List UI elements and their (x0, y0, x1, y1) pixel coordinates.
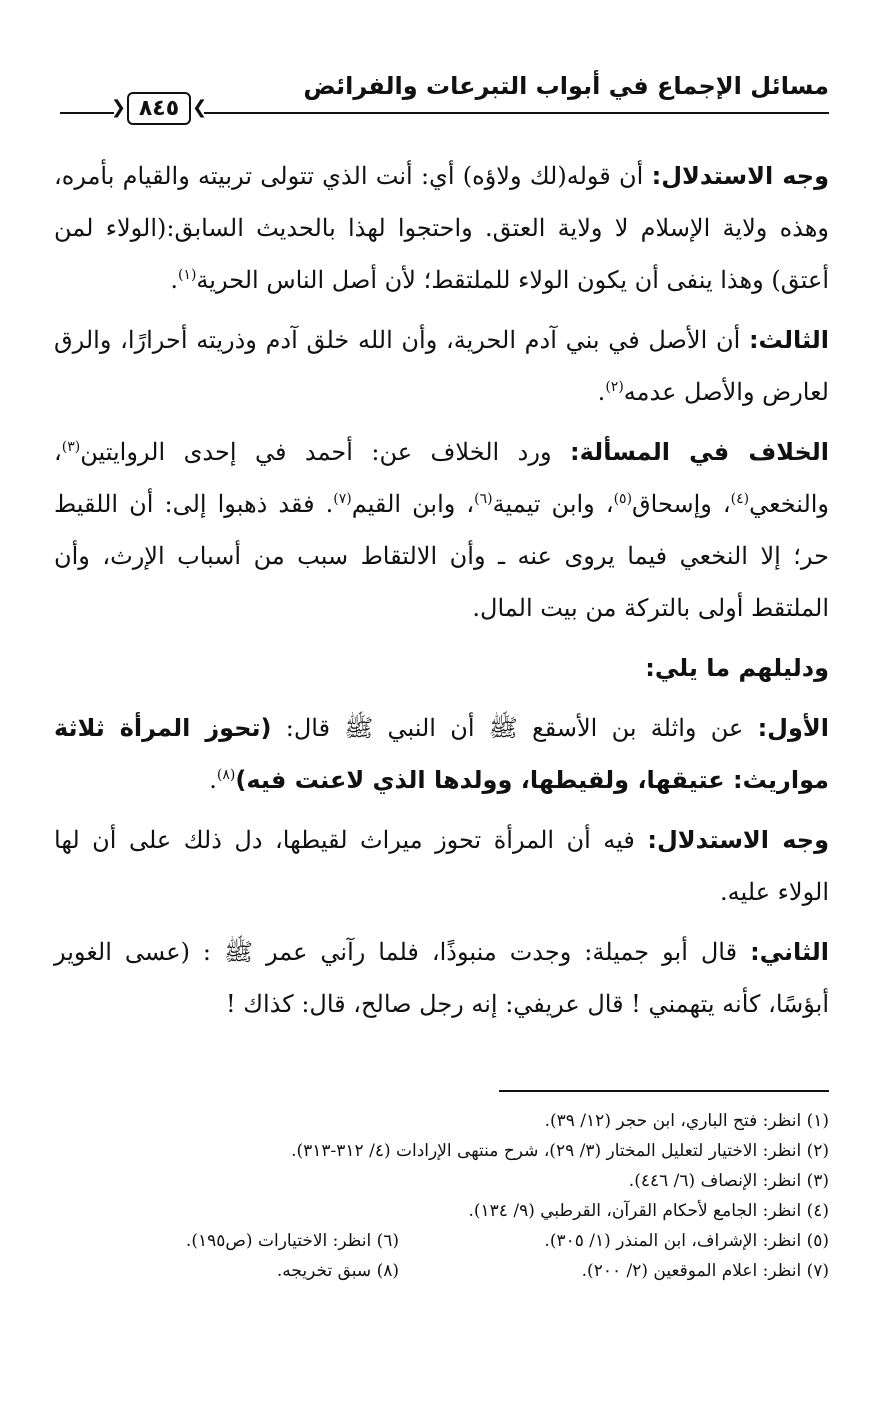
page-number-frame (110, 84, 208, 132)
paragraph-third (54, 314, 829, 418)
paragraph-label: الثاني: (750, 938, 829, 966)
footnote: (٣) انظر: الإنصاف (٦/ ٤٤٦). (628, 1171, 829, 1191)
paragraph-label: وجه الاستدلال: (651, 162, 830, 190)
ornament-right-icon: ❯ (192, 97, 208, 118)
paragraph-text: ورد الخلاف عن: أحمد في إحدى الروايتين (80, 438, 571, 466)
footnote-row (54, 1256, 829, 1286)
paragraph-text: أن قوله(لك ولاؤه) أي: أنت الذي تتولى تربيته والقيام بأمره، وهذه ولاية الإسلام لا ولاية العتق. واحتجوا لهذا بالحديث السابق:(الولاء لمن أعتق) وهذا ينفى أن يكون الولاء للملتقط؛ لأن أصل الناس الحرية (54, 162, 829, 294)
footnote-ref[interactable]: (١) (177, 267, 197, 283)
footnote: (٢) انظر: الاختيار لتعليل المختار (٣/ ٢٩)، شرح منتهى الإرادات (٤/ ٣١٢-٣١٣). (291, 1141, 829, 1161)
footnote-row (54, 1166, 829, 1196)
body-text (54, 150, 829, 1038)
footnote: (٤) انظر: الجامع لأحكام القرآن، القرطبي (٩/ ١٣٤). (468, 1201, 829, 1221)
footnote-ref[interactable]: (٨) (216, 767, 236, 783)
footnote-ref[interactable]: (٧) (333, 491, 352, 507)
footnote-row (54, 1106, 829, 1136)
footnote-ref[interactable]: (٥) (613, 491, 633, 507)
footnote: (١) انظر: فتح الباري، ابن حجر (١٢/ ٣٩). (544, 1111, 829, 1131)
punctuation: . (597, 378, 606, 406)
paragraph-text: أن الأصل في بني آدم الحرية، وأن الله خلق آدم وذريته أحرارًا، والرق لعارض والأصل عدمه (54, 326, 829, 406)
paragraph-text: عن واثلة بن الأسقع ﷺ أن النبي ﷺ قال: (271, 714, 758, 742)
paragraph-label: الأول: (757, 714, 829, 742)
paragraph-second (54, 926, 829, 1030)
paragraph-text: ، وإسحاق (632, 490, 731, 518)
paragraph-wajh-1 (54, 150, 829, 306)
punctuation: . (170, 266, 178, 294)
footnote: (٥) انظر: الإشراف، ابن المنذر (١/ ٣٠٥). (544, 1231, 829, 1251)
page-number-box (110, 92, 208, 125)
hadith-quote: (تحوز المرأة ثلاثة مواريث: عتيقها، ولقيطها، وولدها الذي لاعنت فيه) (54, 714, 829, 794)
footnote-rule (499, 1090, 829, 1092)
paragraph-text: . فقد ذهبوا إلى: أن اللقيط حر؛ إلا النخعي فيما يروى عنه ـ وأن الالتقاط سبب من أسباب الإرث، وأن الملتقط أولى بالتركة من بيت المال. (54, 490, 829, 622)
footnote-row (54, 1196, 829, 1226)
paragraph-dalil-heading (54, 642, 829, 694)
page-number: ٨٤٥ (138, 95, 180, 121)
footnote-ref[interactable]: (٢) (605, 379, 624, 395)
paragraph-label: الخلاف في المسألة: (570, 438, 829, 466)
paragraph-khilaf (54, 426, 829, 634)
footnote: (٧) انظر: اعلام الموقعين (٢/ ٢٠٠). (581, 1261, 829, 1281)
punctuation: . (209, 766, 217, 794)
paragraph-label: وجه الاستدلال: (647, 826, 830, 854)
footnote: (٦) انظر: الاختيارات (ص١٩٥). (185, 1231, 399, 1251)
running-title: مسائل الإجماع في أبواب التبرعات والفرائض (303, 72, 829, 100)
footnote-row (54, 1226, 829, 1256)
footnote: (٨) سبق تخريجه. (276, 1261, 399, 1281)
footnote-ref[interactable]: (٤) (730, 491, 750, 507)
paragraph-first (54, 702, 829, 806)
paragraph-text: ، وابن تيمية (492, 490, 614, 518)
paragraph-wajh-2 (54, 814, 829, 918)
footnotes (54, 1106, 829, 1286)
page-header (60, 64, 829, 134)
paragraph-text: ، وابن القيم (351, 490, 475, 518)
section-heading: ودليلهم ما يلي: (645, 654, 829, 682)
footnote-ref[interactable]: (٣) (61, 439, 81, 455)
paragraph-text: فيه أن المرأة تحوز ميراث لقيطها، دل ذلك على أن لها الولاء عليه. (54, 826, 829, 906)
paragraph-label: الثالث: (748, 326, 829, 354)
ornament-left-icon: ❮ (110, 97, 126, 118)
paragraph-text: ، والنخعي (54, 438, 830, 518)
footnote-ref[interactable]: (٦) (474, 491, 493, 507)
footnote-row (54, 1136, 829, 1166)
paragraph-text: قال أبو جميلة: وجدت منبوذًا، فلما رآني عمر ﷺ : (عسى الغوير أبؤسًا، كأنه يتهمني ! قال عريفي: إنه رجل صالح، قال: كذاك ! (54, 938, 829, 1018)
